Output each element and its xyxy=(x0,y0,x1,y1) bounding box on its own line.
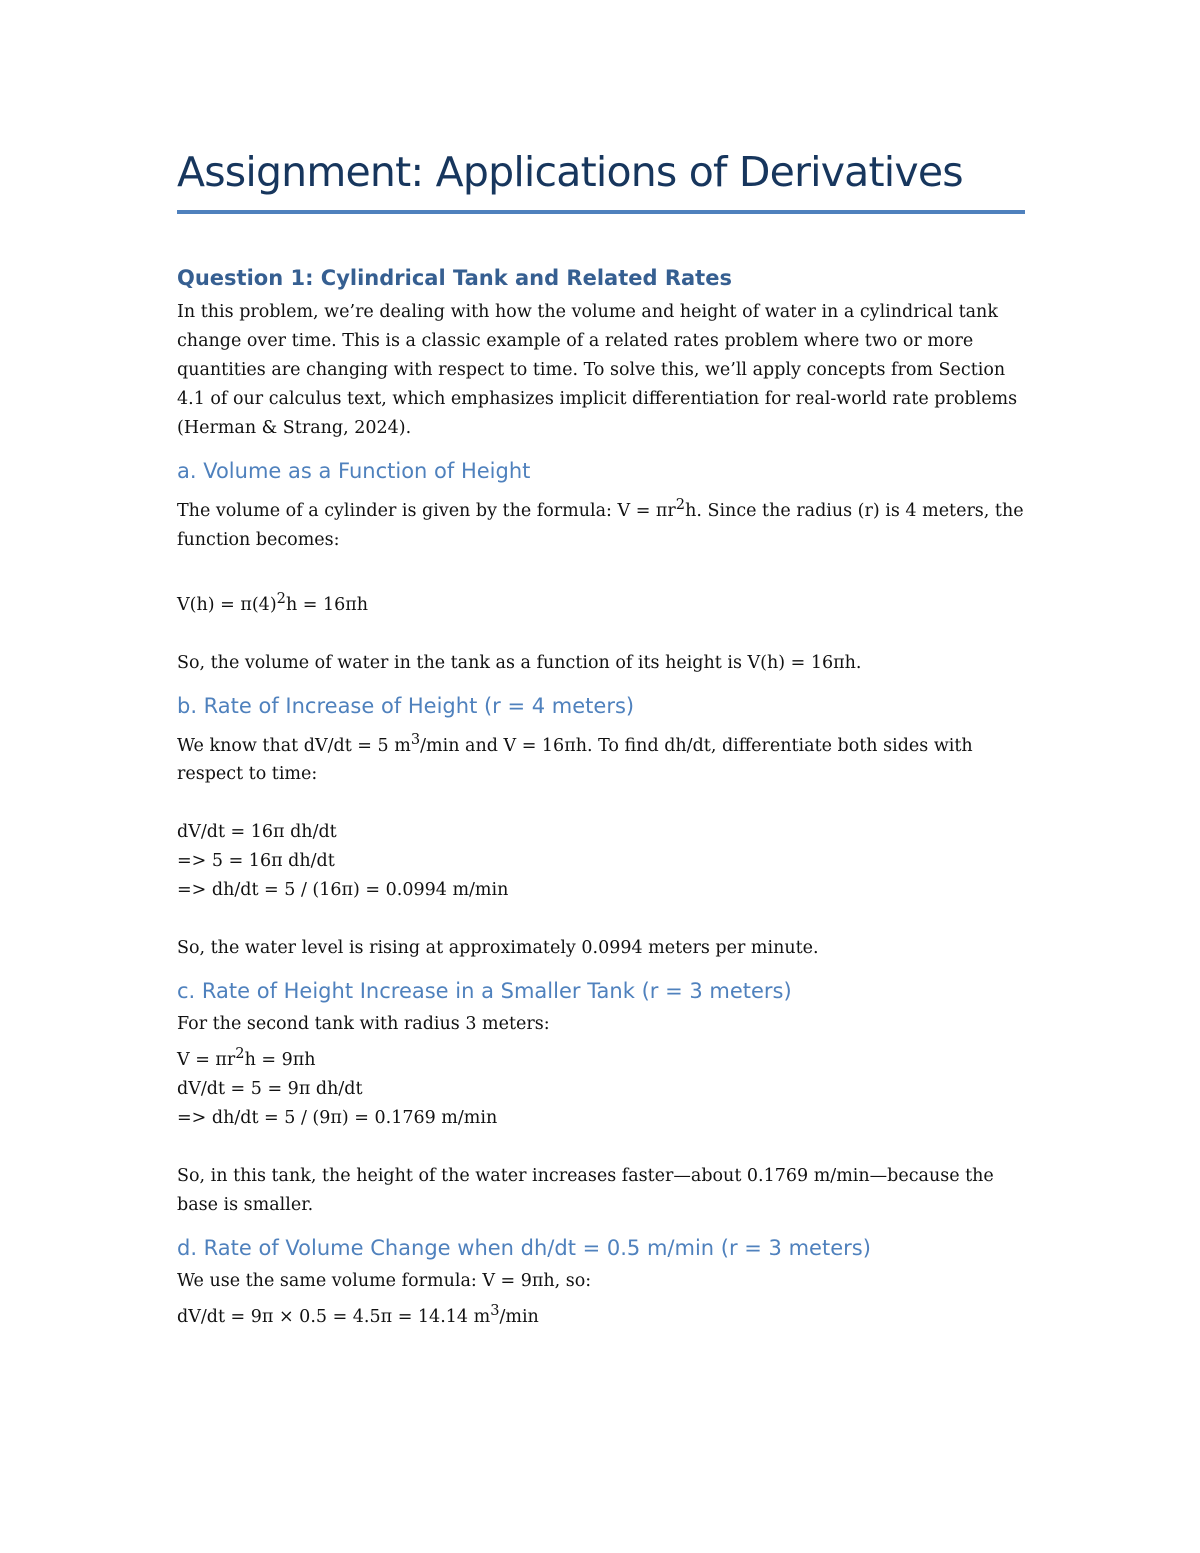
part-a-text-before: The volume of a cylinder is given by the formula: V = πr xyxy=(177,500,676,521)
spacer xyxy=(177,1133,1025,1162)
part-d-eq1-before: dV/dt = 9π × 0.5 = 4.5π = 14.14 m xyxy=(177,1307,491,1328)
part-c-equation-2: dV/dt = 5 = 9π dh/dt xyxy=(177,1079,363,1100)
part-a-eq-after: h = 16πh xyxy=(285,594,369,615)
part-c-equation-3: => dh/dt = 5 / (9π) = 0.1769 m/min xyxy=(177,1108,498,1129)
part-b-conclusion: So, the water level is rising at approximately 0.0994 meters per minute. xyxy=(177,938,819,959)
part-a-eq-sup: 2 xyxy=(276,589,286,607)
part-b-equation-1: dV/dt = 16π dh/dt xyxy=(177,822,337,843)
part-c-eq1-after: h = 9πh xyxy=(244,1050,316,1071)
part-a-conclusion: So, the volume of water in the tank as a function of its height is V(h) = 16πh. xyxy=(177,652,862,673)
part-b-text-sup: 3 xyxy=(410,730,421,748)
part-b-text-before: We know that dV/dt = 5 m xyxy=(177,735,411,756)
document-body xyxy=(177,262,1025,1332)
question-1-intro: In this problem, we’re dealing with how the volume and height of water in a cylindrical tank change over time. This is a classic example of a related rates problem where two or more quantities are changing with respect to time. To solve this, we’ll apply concepts from Section 4.1 of our calculus text, which emphasizes implicit differentiation for real-world rate problems (Herman & Strang, 2024). xyxy=(177,302,1018,438)
spacer xyxy=(177,620,1025,649)
spacer xyxy=(177,555,1025,584)
part-c-line-1: For the second tank with radius 3 meters: xyxy=(177,1014,550,1035)
part-a-text-after: h. Since the radius (r) is 4 meters, the function becomes: xyxy=(177,500,1024,550)
part-a-text xyxy=(177,490,1025,555)
part-b-equation-3: => dh/dt = 5 / (16π) = 0.0994 m/min xyxy=(177,880,509,901)
part-d-heading: d. Rate of Volume Change when dh/dt = 0.5 m/min (r = 3 meters) xyxy=(177,1236,871,1261)
part-c-eq1-sup: 2 xyxy=(235,1045,245,1063)
document-title: Assignment: Applications of Derivatives xyxy=(177,148,963,196)
part-c-conclusion: So, in this tank, the height of the water increases faster—about 0.1769 m/min—because the base is smaller. xyxy=(177,1166,994,1216)
part-d-line-1: We use the same volume formula: V = 9πh, so: xyxy=(177,1271,592,1292)
part-b-text xyxy=(177,725,1025,790)
part-d-eq1-after: /min xyxy=(499,1307,539,1328)
part-b-text-after: /min and V = 16πh. To find dh/dt, differentiate both sides with respect to time: xyxy=(177,735,973,785)
part-a-heading: a. Volume as a Function of Height xyxy=(177,459,531,483)
part-b-equation-2: => 5 = 16π dh/dt xyxy=(177,851,335,872)
question-1-heading: Question 1: Cylindrical Tank and Related Rates xyxy=(177,266,732,290)
part-a-eq-before: V(h) = π(4) xyxy=(177,594,277,615)
spacer xyxy=(177,789,1025,818)
part-c-heading: c. Rate of Height Increase in a Smaller Tank (r = 3 meters) xyxy=(177,979,792,1004)
part-d-eq1-sup: 3 xyxy=(490,1302,500,1320)
part-b-heading: b. Rate of Increase of Height (r = 4 meters) xyxy=(177,693,635,718)
part-a-equation xyxy=(177,584,1025,620)
title-underline xyxy=(177,210,1025,214)
part-a-text-sup: 2 xyxy=(675,496,686,513)
part-c-eq1-before: V = πr xyxy=(177,1050,236,1071)
part-d-equation-1 xyxy=(177,1296,1025,1332)
spacer xyxy=(177,905,1025,934)
part-c-equation-1 xyxy=(177,1039,1025,1075)
